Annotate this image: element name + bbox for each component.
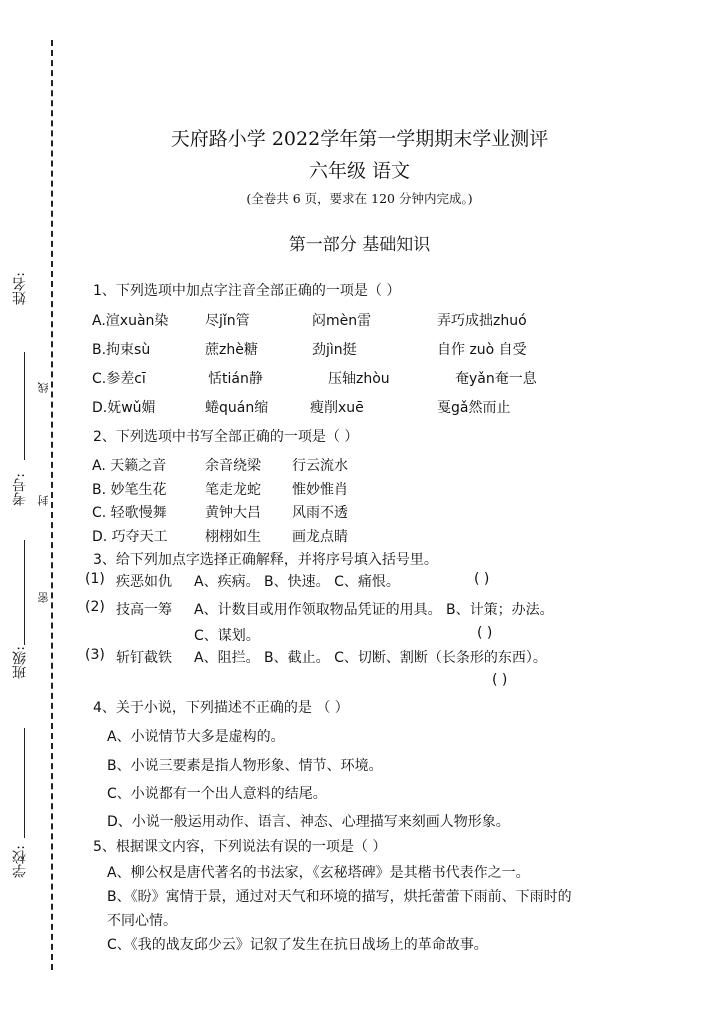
q3-2-word: 技高一筹: [116, 602, 172, 618]
q4-option-c: C、小说都有一个出人意料的结尾。: [107, 786, 327, 802]
q1-c-3: 压轴zhòu: [328, 371, 390, 387]
q3-3-options: A、阻拦。 B、截止。 C、切断、割断（长条形的东西）。: [194, 650, 547, 666]
school-label: 学校:: [12, 845, 28, 878]
exam-title: 天府路小学 2022学年第一学期期末学业测评: [170, 128, 549, 150]
exam-number-underline: [24, 540, 25, 645]
line-char: 线: [37, 382, 50, 393]
q3-3-num: (3): [85, 647, 105, 663]
q1-b-3: 劲jìn挺: [312, 342, 357, 358]
q3-1-answer: ( ): [474, 571, 490, 587]
q2-c-1: C. 轻歌慢舞: [92, 505, 167, 521]
q3-2-options-2: C、谋划。: [194, 628, 260, 644]
class-underline: [24, 728, 25, 838]
q3-2-options: A、计数目或用作领取物品凭证的用具。 B、计策；办法。: [194, 602, 554, 618]
q1-b-4: 自作 zuò 自受: [437, 342, 527, 358]
q2-a-2: 余音绕梁: [205, 458, 261, 474]
q1-c-1: C.参差cī: [92, 371, 146, 387]
q3-1-num: (1): [85, 571, 105, 587]
q5-option-a: A、柳公权是唐代著名的书法家，《玄秘塔碑》是其楷书代表作之一。: [107, 865, 530, 881]
q3-3-answer: ( ): [492, 672, 508, 688]
q4-option-a: A、小说情节大多是虚构的。: [107, 729, 285, 745]
q2-stem: 2、下列选项中书写全部正确的一项是（ ）: [93, 429, 359, 445]
q1-d-3: 瘦削xuē: [310, 400, 364, 416]
q1-stem: 1、下列选项中加点字注音全部正确的一项是（ ）: [93, 283, 401, 299]
q2-b-2: 笔走龙蛇: [205, 482, 261, 498]
q5-stem: 5、根据课文内容，下列说法有误的一项是（ ）: [93, 839, 387, 855]
name-label: 姓名:: [12, 272, 28, 305]
q2-c-2: 黄钟大吕: [205, 505, 261, 521]
section-title: 第一部分 基础知识: [288, 235, 431, 255]
q3-2-answer: ( ): [477, 625, 493, 641]
q4-option-b: B、小说三要素是指人物形象、情节、环境。: [107, 758, 383, 774]
q1-a-3: 闷mèn雷: [312, 313, 372, 329]
q2-c-3: 风雨不透: [292, 505, 348, 521]
q1-a-2: 尽jǐn管: [205, 313, 250, 329]
exam-number-label: 考号:: [12, 473, 28, 506]
class-label: 班级:: [12, 646, 28, 679]
secret-char: 密: [37, 592, 50, 603]
name-underline: [24, 352, 25, 460]
q1-c-2: 恬tián静: [208, 371, 263, 387]
q5-option-b: B、《盼》寓情于景，通过对天气和环境的描写，烘托蕾蕾下雨前、下雨时的: [107, 889, 572, 905]
q1-a-4: 弄巧成拙zhuó: [437, 313, 527, 329]
q1-b-1: B.拘束sù: [92, 342, 151, 358]
exam-subtitle: 六年级 语文: [308, 160, 411, 182]
q2-a-3: 行云流水: [292, 458, 348, 474]
q1-b-2: 蔗zhè糖: [205, 342, 258, 358]
exam-note: (全卷共 6 页，要求在 120 分钟内完成。): [246, 191, 473, 206]
q2-b-3: 惟妙惟肖: [292, 482, 348, 498]
q1-d-4: 戛gǎ然而止: [437, 400, 511, 416]
q4-stem: 4、关于小说，下列描述不正确的是 （ ）: [93, 700, 349, 716]
q1-a-1: A.渲xuàn染: [92, 313, 169, 329]
q3-3-word: 斩钉截铁: [116, 650, 172, 666]
q4-option-d: D、小说一般运用动作、语言、神态、心理描写来刻画人物形象。: [107, 814, 510, 830]
q2-d-3: 画龙点睛: [292, 529, 348, 545]
q1-d-1: D.妩wǔ媚: [92, 400, 156, 416]
q2-d-2: 栩栩如生: [205, 529, 261, 545]
q5-option-c: C、《我的战友邱少云》记叙了发生在抗日战场上的革命故事。: [107, 937, 488, 953]
q3-2-num: (2): [85, 599, 105, 615]
q1-c-4: 奄yǎn奄一息: [455, 371, 537, 387]
q1-d-2: 蜷quán缩: [205, 400, 269, 416]
q3-1-word: 疾恶如仇: [116, 574, 172, 590]
q3-stem: 3、给下列加点字选择正确解释，并将序号填入括号里。: [93, 552, 438, 568]
q3-1-options: A、疾病。 B、快速。 C、痛恨。: [194, 574, 400, 590]
q2-b-1: B. 妙笔生花: [92, 482, 167, 498]
q5-option-b-cont: 不同心情。: [107, 913, 177, 929]
q2-a-1: A. 天籁之音: [92, 458, 167, 474]
seal-char: 封: [37, 495, 50, 506]
q2-d-1: D. 巧夺天工: [92, 529, 168, 545]
